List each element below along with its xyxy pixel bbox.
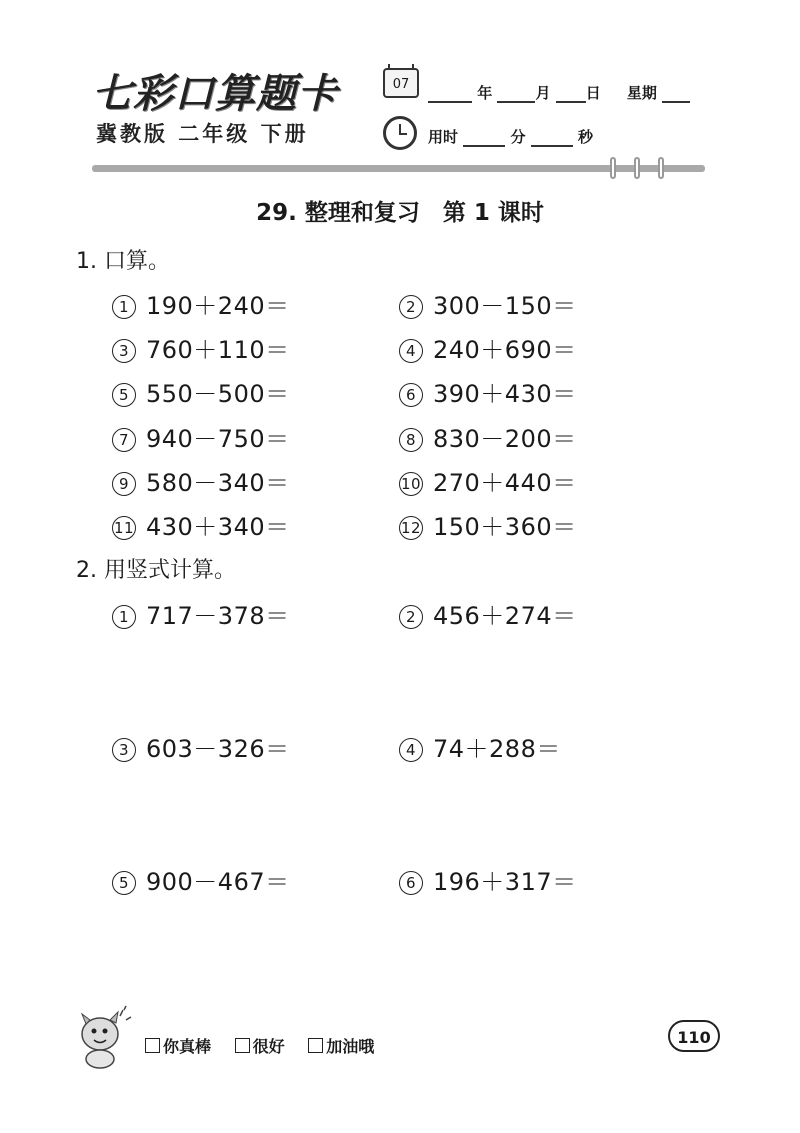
mascot-icon [70, 1004, 136, 1070]
binder-ring-icon [658, 157, 664, 179]
problem-expression: 196＋317＝ [433, 868, 577, 896]
weekday-label: 星期 [626, 84, 657, 102]
problem-item [112, 286, 290, 321]
time-fill-line [428, 126, 593, 147]
problem-expression: 717－378＝ [146, 602, 290, 630]
calendar-icon: 07 [383, 68, 419, 98]
problem-expression: 74＋288＝ [433, 735, 561, 763]
seconds-label: 秒 [577, 128, 593, 146]
time-used-label: 用时 [428, 128, 459, 146]
number-circle: 12 [399, 516, 423, 540]
number-circle: 4 [399, 738, 423, 762]
number-circle: 9 [112, 472, 136, 496]
problem-expression: 150＋360＝ [433, 513, 577, 541]
problem-item [399, 729, 561, 764]
problem-expression: 900－467＝ [146, 868, 290, 896]
month-blank[interactable] [497, 89, 535, 103]
problem-item [399, 596, 577, 631]
number-circle: 1 [112, 295, 136, 319]
problem-item [399, 463, 577, 498]
number-circle: 8 [399, 428, 423, 452]
problem-expression: 603－326＝ [146, 735, 290, 763]
problem-expression: 430＋340＝ [146, 513, 290, 541]
rating-label: 加油哦 [326, 1037, 375, 1056]
rating-label: 你真棒 [163, 1037, 212, 1056]
self-rating [145, 1034, 392, 1057]
rating-option[interactable] [145, 1037, 211, 1056]
edition-label: 冀教版 二年级 下册 [96, 122, 309, 146]
number-circle: 2 [399, 295, 423, 319]
rating-label: 很好 [252, 1037, 285, 1056]
problem-item [112, 419, 290, 454]
section-heading: 1. 口算。 [76, 249, 170, 274]
section-heading: 2. 用竖式计算。 [76, 558, 236, 583]
number-circle: 5 [112, 871, 136, 895]
problem-item [399, 419, 577, 454]
problem-item [399, 507, 577, 542]
clock-icon [383, 116, 417, 150]
problem-expression: 456＋274＝ [433, 602, 577, 630]
problem-expression: 190＋240＝ [146, 292, 290, 320]
minutes-blank[interactable] [463, 133, 505, 147]
problem-item [112, 596, 290, 631]
date-fill-line [428, 82, 690, 103]
problem-expression: 240＋690＝ [433, 336, 577, 364]
number-circle: 3 [112, 339, 136, 363]
checkbox-icon[interactable] [235, 1038, 250, 1053]
problem-item [112, 507, 290, 542]
binder-ring-icon [610, 157, 616, 179]
problem-expression: 940－750＝ [146, 425, 290, 453]
problem-expression: 270＋440＝ [433, 469, 577, 497]
year-label: 年 [477, 84, 493, 102]
problem-expression: 760＋110＝ [146, 336, 290, 364]
brand-title: 七彩口算题卡 [92, 71, 338, 117]
problem-expression: 830－200＝ [433, 425, 577, 453]
binder-ring-icon [634, 157, 640, 179]
problem-expression: 390＋430＝ [433, 380, 577, 408]
day-label: 日 [585, 84, 601, 102]
month-label: 月 [535, 84, 551, 102]
weekday-blank[interactable] [662, 89, 690, 103]
number-circle: 1 [112, 605, 136, 629]
checkbox-icon[interactable] [145, 1038, 160, 1053]
problem-item [112, 463, 290, 498]
number-circle: 2 [399, 605, 423, 629]
rating-option[interactable] [235, 1037, 285, 1056]
problem-item [112, 330, 290, 365]
number-circle: 4 [399, 339, 423, 363]
problem-item [112, 374, 290, 409]
number-circle: 6 [399, 871, 423, 895]
lesson-title: 29. 整理和复习 第 1 课时 [256, 200, 544, 226]
day-blank[interactable] [556, 89, 586, 103]
number-circle: 10 [399, 472, 423, 496]
rating-option[interactable] [308, 1037, 374, 1056]
number-circle: 3 [112, 738, 136, 762]
year-blank[interactable] [428, 89, 472, 103]
minutes-label: 分 [510, 128, 526, 146]
seconds-blank[interactable] [531, 133, 573, 147]
problem-item [399, 330, 577, 365]
number-circle: 5 [112, 383, 136, 407]
problem-item [399, 286, 577, 321]
number-circle: 7 [112, 428, 136, 452]
problem-expression: 580－340＝ [146, 469, 290, 497]
problem-item [399, 862, 577, 897]
problem-expression: 550－500＝ [146, 380, 290, 408]
problem-item [112, 729, 290, 764]
number-circle: 11 [112, 516, 136, 540]
page-number: 110 [668, 1020, 720, 1052]
problem-item [399, 374, 577, 409]
problem-expression: 300－150＝ [433, 292, 577, 320]
number-circle: 6 [399, 383, 423, 407]
checkbox-icon[interactable] [308, 1038, 323, 1053]
problem-item [112, 862, 290, 897]
